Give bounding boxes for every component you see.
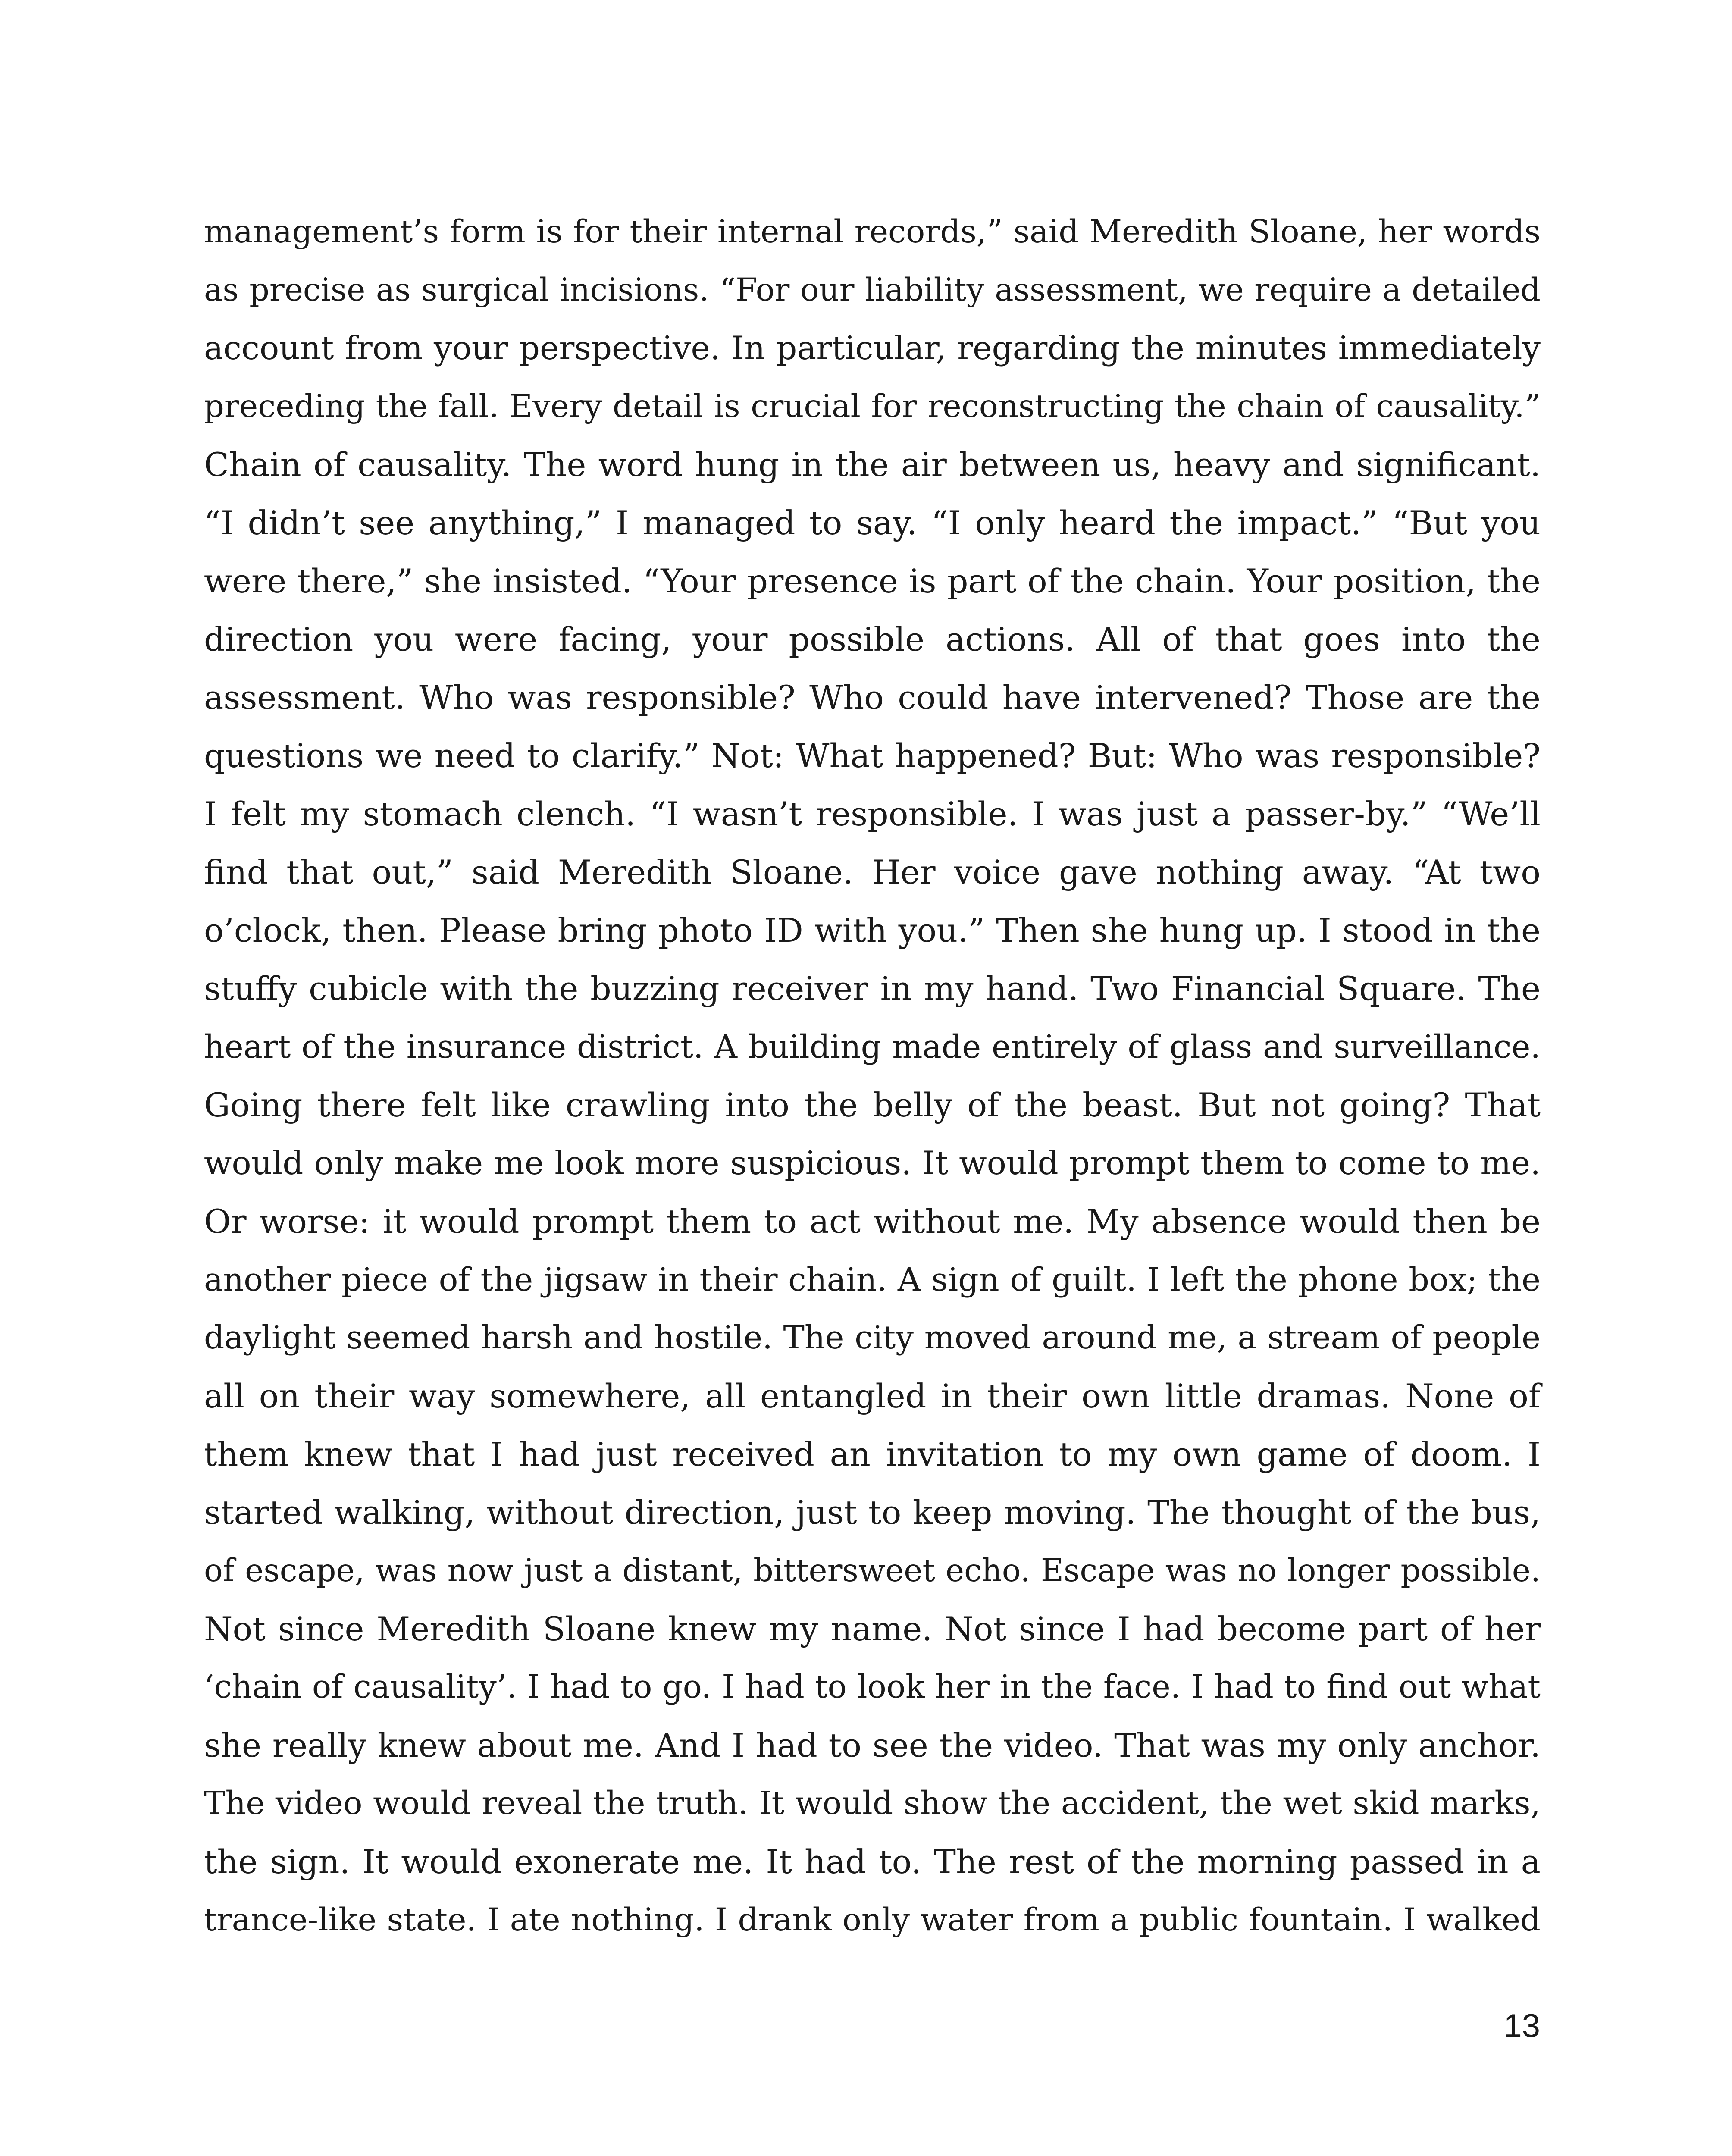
text-line: them knew that I had just received an invitation to my own game of doom. I — [204, 1435, 1541, 1473]
text-line: management’s form is for their internal records,” said Meredith Sloane, her words — [204, 213, 1541, 250]
text-line: all on their way somewhere, all entangled in their own little dramas. None of — [204, 1377, 1541, 1415]
text-line: she really knew about me. And I had to see the video. That was my only anchor. — [204, 1726, 1541, 1764]
text-line: The video would reveal the truth. It would show the accident, the wet skid marks, — [204, 1785, 1541, 1822]
text-line: questions we need to clarify.” Not: What happened? But: Who was responsible? — [204, 736, 1541, 775]
text-line: heart of the insurance district. A building made entirely of glass and surveillance. — [204, 1028, 1541, 1065]
text-line: as precise as surgical incisions. “For our liability assessment, we require a detailed — [204, 272, 1541, 308]
text-line: “I didn’t see anything,” I managed to say. “I only heard the impact.” “But you — [204, 504, 1541, 542]
page-number: 13 — [1503, 2008, 1540, 2044]
text-line: account from your perspective. In particular, regarding the minutes immediately — [204, 329, 1541, 367]
text-line: I felt my stomach clench. “I wasn’t responsible. I was just a passer-by.” “We’ll — [204, 795, 1541, 833]
text-line: Chain of causality. The word hung in the air between us, heavy and significant. — [204, 445, 1541, 484]
text-line: of escape, was now just a distant, bittersweet echo. Escape was no longer possible. — [204, 1552, 1541, 1589]
text-line: started walking, without direction, just to keep moving. The thought of the bus, — [204, 1493, 1541, 1532]
text-line: direction you were facing, your possible actions. All of that goes into the — [204, 620, 1541, 658]
text-line: another piece of the jigsaw in their chain. A sign of guilt. I left the phone box; the — [204, 1261, 1541, 1298]
body-text — [204, 203, 1541, 1949]
text-line: o’clock, then. Please bring photo ID with you.” Then she hung up. I stood in the — [204, 911, 1541, 950]
text-line: the sign. It would exonerate me. It had to. The rest of the morning passed in a — [204, 1843, 1541, 1881]
text-line: find that out,” said Meredith Sloane. Her voice gave nothing away. “At two — [204, 853, 1541, 891]
text-line: assessment. Who was responsible? Who could have intervened? Those are the — [204, 678, 1541, 717]
text-line: stuffy cubicle with the buzzing receiver in my hand. Two Financial Square. The — [204, 969, 1541, 1008]
text-line: daylight seemed harsh and hostile. The city moved around me, a stream of people — [204, 1319, 1541, 1356]
text-line: would only make me look more suspicious. It would prompt them to come to me. — [204, 1144, 1541, 1182]
text-line: Going there felt like crawling into the belly of the beast. But not going? That — [204, 1086, 1541, 1124]
text-line: preceding the fall. Every detail is crucial for reconstructing the chain of causality.” — [204, 388, 1541, 425]
text-line: trance-like state. I ate nothing. I drank only water from a public fountain. I walked — [204, 1902, 1541, 1938]
text-line: ‘chain of causality’. I had to go. I had to look her in the face. I had to find out what — [204, 1669, 1541, 1705]
text-line: were there,” she insisted. “Your presence is part of the chain. Your position, the — [204, 562, 1541, 600]
text-line: Not since Meredith Sloane knew my name. Not since I had become part of her — [204, 1610, 1541, 1648]
text-line: Or worse: it would prompt them to act without me. My absence would then be — [204, 1202, 1541, 1241]
